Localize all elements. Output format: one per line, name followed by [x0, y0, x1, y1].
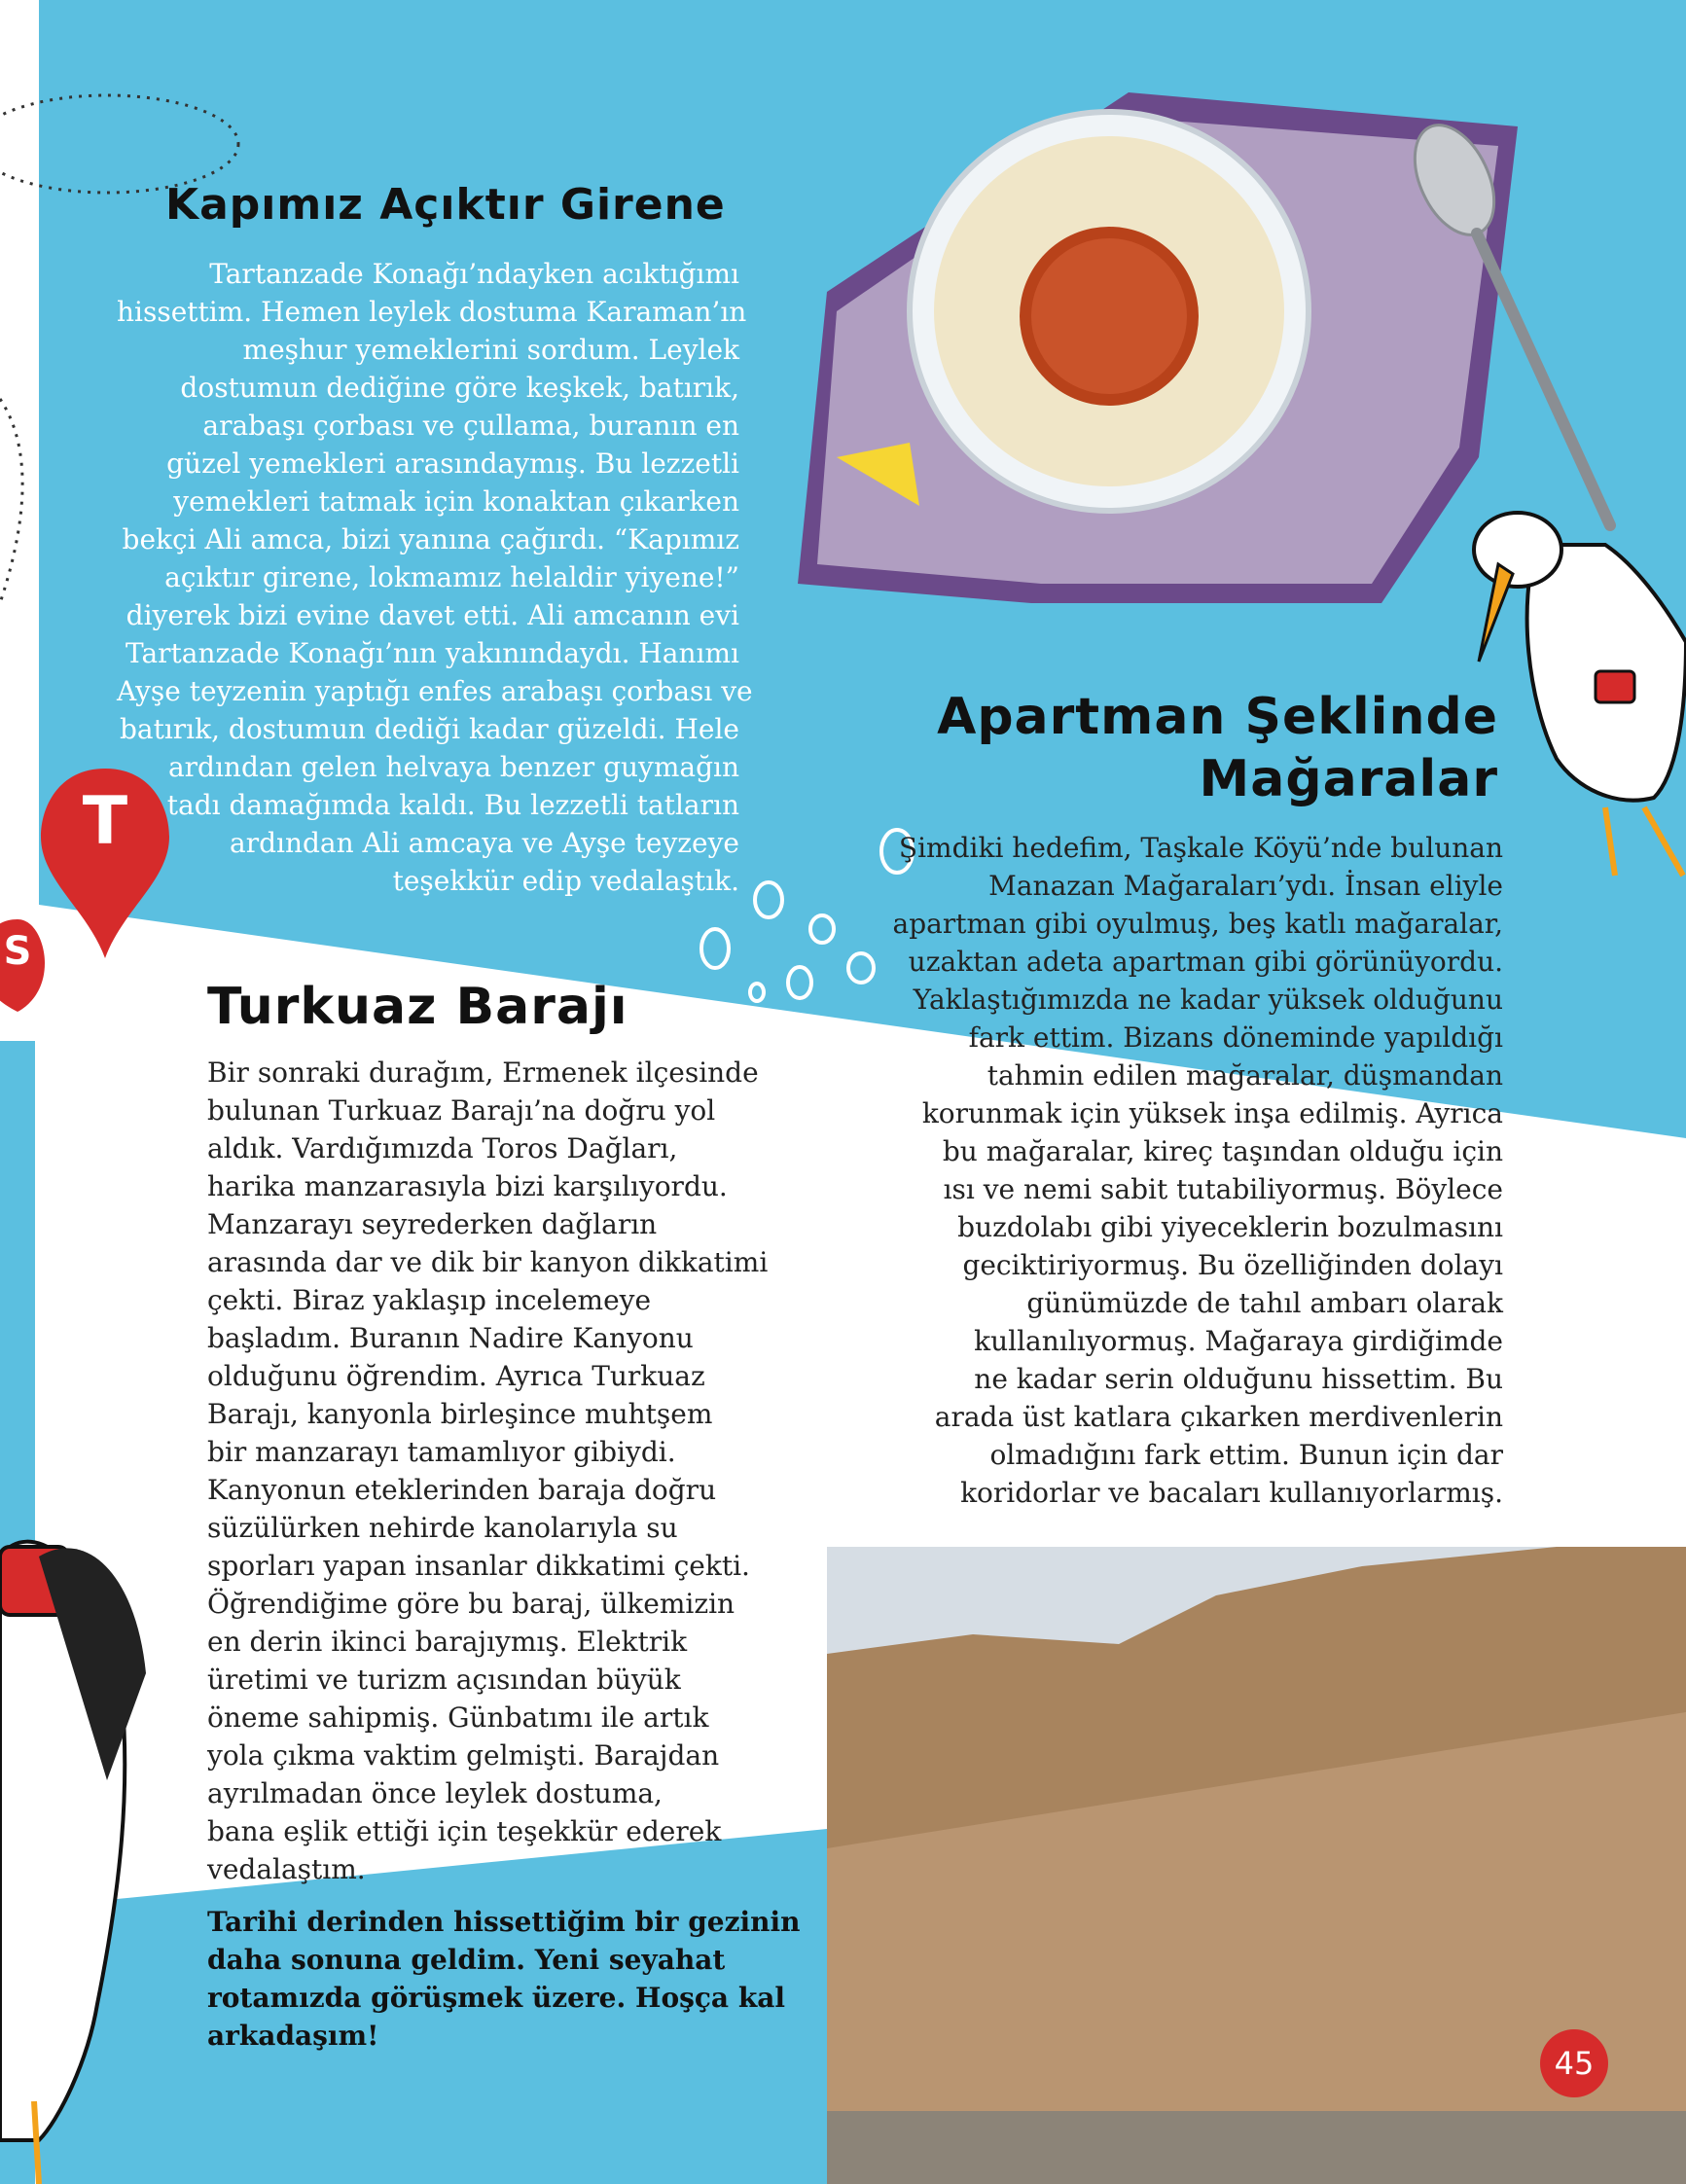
title-line: Mağaralar	[1199, 750, 1498, 808]
text-line: vedalaştım.	[207, 1853, 366, 1885]
text-line: ardından gelen helvaya benzer guymağın	[167, 751, 739, 783]
text-line: Bir sonraki durağım, Ermenek ilçesinde	[207, 1056, 759, 1089]
text-line: olduğunu öğrendim. Ayrıca Turkuaz	[207, 1360, 705, 1392]
text-line: Yaklaştığımızda ne kadar yüksek olduğunu	[913, 984, 1503, 1016]
section-title-kapimiz: Kapımız Açıktır Girene	[165, 180, 726, 230]
text-line: bana eşlik ettiği için teşekkür ederek	[207, 1815, 722, 1847]
text-line: en derin ikinci barajıymış. Elektrik	[207, 1626, 688, 1658]
text-line: bekçi Ali amca, bizi yanına çağırdı. “Kapımız	[122, 523, 739, 555]
closing-paragraph	[207, 1903, 810, 2055]
text-line: diyerek bizi evine davet etti. Ali amcanın evi	[126, 599, 739, 631]
text-line: ayrılmadan önce leylek dostuma,	[207, 1777, 663, 1809]
text-line: yemekleri tatmak için konaktan çıkarken	[173, 485, 739, 518]
text-line: tadı damağımda kaldı. Bu lezzetli tatların	[166, 789, 739, 821]
text-line: koridorlar ve bacaları kullanıyorlarmış.	[960, 1477, 1503, 1509]
s-marker-letter: S	[3, 929, 32, 974]
text-line: harika manzarasıyla bizi karşılıyordu.	[207, 1170, 728, 1202]
text-line: bu mağaralar, kireç taşından olduğu için	[942, 1135, 1503, 1167]
text-line: Ayşe teyzenin yaptığı enfes arabaşı çorbası ve	[117, 675, 753, 707]
text-line: Tartanzade Konağı’ndayken acıktığımı	[209, 258, 739, 290]
section-body-kapimiz	[117, 255, 753, 900]
text-line: Manzarayı seyrederken dağların	[207, 1208, 658, 1240]
text-line: aldık. Vardığımızda Toros Dağları,	[207, 1132, 678, 1164]
text-line: güzel yemekleri arasındaymış. Bu lezzetli	[166, 448, 739, 480]
title-line: Apartman Şeklinde	[937, 688, 1498, 746]
text-line: günümüzde de tahıl ambarı olarak	[1026, 1287, 1503, 1319]
text-line: rotamızda görüşmek üzere. Hoşça kal	[207, 1982, 786, 2014]
text-line: Tartanzade Konağı’nın yakınındaydı. Hanımı	[125, 637, 739, 669]
text-line: meşhur yemeklerini sordum. Leylek	[242, 334, 739, 366]
text-line: buzdolabı gibi yiyeceklerin bozulmasını	[957, 1211, 1503, 1243]
text-line: arada üst katlara çıkarken merdivenlerin	[934, 1401, 1503, 1433]
text-line: başladım. Buranın Nadire Kanyonu	[207, 1322, 694, 1354]
section-body-apartman	[876, 829, 1503, 1512]
text-line: fark ettim. Bizans döneminde yapıldığı	[968, 1021, 1503, 1054]
text-line: sporları yapan insanlar dikkatimi çekti.	[207, 1550, 750, 1582]
text-line: açıktır girene, lokmamız helaldir yiyene!”	[164, 561, 739, 593]
text-line: hissettim. Hemen leylek dostuma Karaman’ın	[117, 296, 747, 328]
text-line: ısı ve nemi sabit tutabiliyormuş. Böylece	[943, 1173, 1503, 1205]
text-line: kullanılıyormuş. Mağaraya girdiğimde	[974, 1325, 1503, 1357]
text-line: öneme sahipmiş. Günbatımı ile artık	[207, 1701, 709, 1734]
text-line: Kanyonun eteklerinden baraja doğru	[207, 1474, 717, 1506]
text-line: daha sonuna geldim. Yeni seyahat	[207, 1944, 726, 1976]
text-line: Tarihi derinden hissettiğim bir gezinin	[207, 1906, 801, 1938]
text-line: süzülürken nehirde kanolarıyla su	[207, 1512, 678, 1544]
text-line: Öğrendiğime göre bu baraj, ülkemizin	[207, 1588, 735, 1620]
text-line: Manazan Mağaraları’ydı. İnsan eliyle	[988, 870, 1503, 902]
section-body-turkuaz	[207, 1054, 810, 1888]
section-title-turkuaz: Turkuaz Barajı	[207, 978, 628, 1036]
section-title-apartman	[895, 686, 1498, 810]
text-line: ardından Ali amcaya ve Ayşe teyzeye	[230, 827, 739, 859]
text-line: üretimi ve turizm açısından büyük	[207, 1664, 681, 1696]
text-line: bir manzarayı tamamlıyor gibiydi.	[207, 1436, 676, 1468]
page-number-badge: 45	[1540, 2029, 1608, 2097]
text-line: arkadaşım!	[207, 2020, 379, 2052]
text-line: geciktiriyormuş. Bu özelliğinden dolayı	[962, 1249, 1503, 1281]
text-line: ne kadar serin olduğunu hissettim. Bu	[974, 1363, 1503, 1395]
text-line: arabaşı çorbası ve çullama, buranın en	[202, 410, 739, 442]
text-line: teşekkür edip vedalaştık.	[392, 865, 739, 897]
t-marker-letter: T	[82, 783, 128, 860]
text-line: bulunan Turkuaz Barajı’na doğru yol	[207, 1094, 716, 1127]
text-line: Şimdiki hedefim, Taşkale Köyü’nde bulunan	[898, 832, 1503, 864]
text-line: Barajı, kanyonla birleşince muhtşem	[207, 1398, 713, 1430]
text-line: dostumun dediğine göre keşkek, batırık,	[180, 372, 739, 404]
text-line: tahmin edilen mağaralar, düşmandan	[986, 1059, 1503, 1092]
text-line: batırık, dostumun dediği kadar güzeldi. Hele	[119, 713, 739, 745]
text-line: arasında dar ve dik bir kanyon dikkatimi	[207, 1246, 769, 1278]
text-line: çekti. Biraz yaklaşıp incelemeye	[207, 1284, 652, 1316]
text-line: olmadığını fark ettim. Bunun için dar	[989, 1439, 1503, 1471]
text-line: yola çıkma vaktim gelmişti. Barajdan	[207, 1739, 720, 1772]
text-line: apartman gibi oyulmuş, beş katlı mağaralar,	[892, 908, 1503, 940]
text-line: korunmak için yüksek inşa edilmiş. Ayrıca	[921, 1097, 1503, 1129]
text-line: uzaktan adeta apartman gibi görünüyordu.	[908, 946, 1503, 978]
